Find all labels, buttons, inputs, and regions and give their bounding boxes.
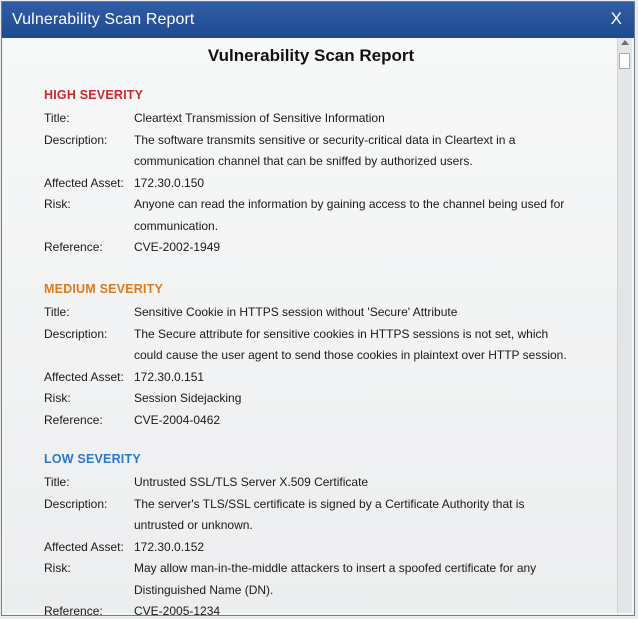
low-severity-section: [44, 452, 618, 616]
description-label: Description:: [44, 132, 108, 147]
title-label: Title:: [44, 111, 70, 125]
reference-value: CVE-2005-1234: [134, 604, 221, 616]
affected-asset-row: [44, 367, 618, 389]
risk-label: Risk:: [44, 391, 71, 405]
report-title: Vulnerability Scan Report: [207, 46, 415, 65]
risk-label: Risk:: [44, 561, 71, 575]
report-window: [1, 1, 635, 616]
affected-asset-value: 172.30.0.152: [134, 539, 205, 554]
affected-asset-label: Affected Asset:: [44, 369, 124, 384]
title-label: Title:: [44, 305, 70, 319]
title-bar[interactable]: [2, 2, 634, 38]
high-severity-section: [44, 88, 618, 259]
affected-asset-label: Affected Asset:: [44, 539, 124, 554]
reference-label: Reference:: [44, 604, 103, 616]
risk-row: [44, 388, 618, 410]
severity-heading-medium: MEDIUM SEVERITY: [44, 282, 163, 296]
reference-value: CVE-2004-0462: [134, 412, 221, 427]
reference-row: [44, 410, 618, 432]
description-row: [44, 130, 618, 173]
scroll-up-arrow-icon[interactable]: [621, 40, 629, 45]
affected-asset-label: Affected Asset:: [44, 175, 124, 190]
affected-asset-row: [44, 537, 618, 559]
title-row: [44, 108, 618, 130]
reference-label: Reference:: [44, 240, 103, 254]
risk-label: Risk:: [44, 197, 71, 211]
title-label: Title:: [44, 475, 70, 489]
close-icon[interactable]: X: [610, 9, 622, 28]
reference-value: CVE-2002-1949: [134, 240, 221, 254]
description-row: [44, 324, 618, 367]
reference-row: [44, 237, 618, 259]
affected-asset-value: 172.30.0.150: [134, 175, 205, 190]
medium-severity-section: [44, 282, 618, 431]
affected-asset-value: 172.30.0.151: [134, 369, 205, 384]
risk-row: [44, 194, 618, 237]
description-row: [44, 494, 618, 537]
scrollbar-thumb[interactable]: [619, 53, 630, 69]
vertical-scrollbar[interactable]: [617, 38, 632, 613]
description-value: The software transmits sensitive or security-critical data in Cleartext in a communication channel that can be sniffed by authorized users.: [134, 132, 516, 168]
severity-heading-high: HIGH SEVERITY: [44, 88, 144, 102]
affected-asset-row: [44, 173, 618, 195]
severity-heading-low: LOW SEVERITY: [44, 452, 141, 466]
title-value: Untrusted SSL/TLS Server X.509 Certificate: [134, 475, 369, 489]
risk-value: Session Sidejacking: [134, 391, 242, 405]
title-row: [44, 302, 618, 324]
title-value: Sensitive Cookie in HTTPS session without 'Secure' Attribute: [134, 305, 458, 319]
report-content: [4, 38, 618, 616]
description-label: Description:: [44, 496, 108, 511]
risk-value: May allow man-in-the-middle attackers to insert a spoofed certificate for any Distinguished Name (DN).: [134, 561, 537, 597]
description-value: The server's TLS/SSL certificate is signed by a Certificate Authority that is untrusted or unknown.: [134, 496, 525, 532]
description-value: The Secure attribute for sensitive cookies in HTTPS sessions is not set, which could cause the user agent to send those cookies in plaintext over HTTP session.: [134, 326, 567, 362]
risk-value: Anyone can read the information by gaining access to the channel being used for communication.: [134, 197, 565, 233]
description-label: Description:: [44, 326, 108, 341]
title-value: Cleartext Transmission of Sensitive Information: [134, 111, 385, 125]
reference-label: Reference:: [44, 412, 103, 427]
reference-row: [44, 601, 618, 616]
window-title: Vulnerability Scan Report: [12, 11, 195, 28]
title-row: [44, 472, 618, 494]
risk-row: [44, 558, 618, 601]
